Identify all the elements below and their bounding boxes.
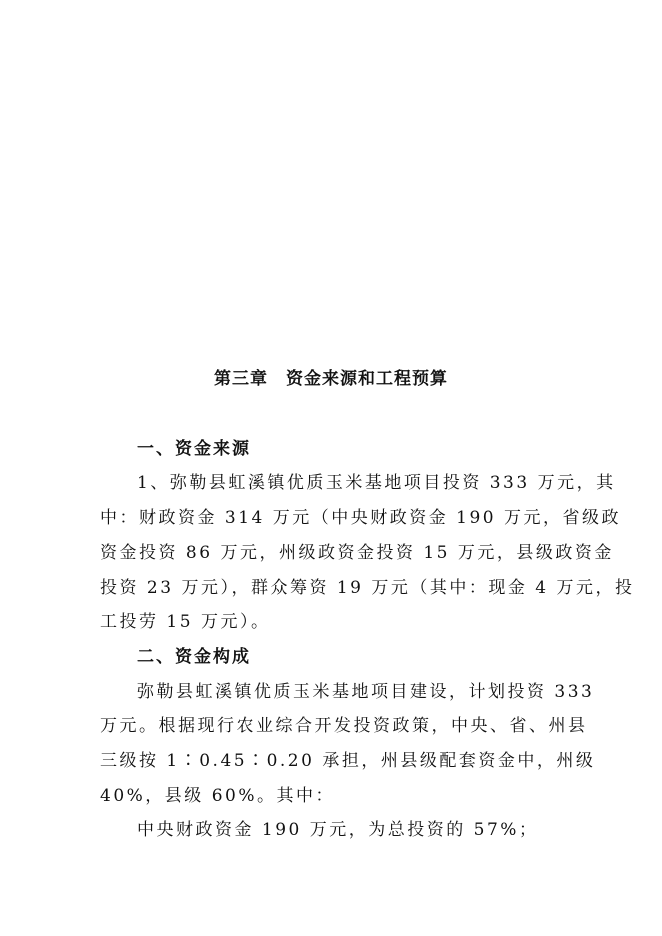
paragraph-line: 中：财政资金 314 万元（中央财政资金 190 万元，省级政 — [100, 508, 622, 528]
paragraph-line: 万元。根据现行农业综合开发投资政策，中央、省、州县 — [100, 716, 588, 736]
paragraph-line: 工投劳 15 万元）。 — [100, 612, 271, 632]
paragraph-line: 投资 23 万元），群众筹资 19 万元（其中：现金 4 万元，投 — [100, 578, 635, 598]
paragraph-line: 40%，县级 60%。其中： — [100, 786, 335, 806]
paragraph-line: 弥勒县虹溪镇优质玉米基地项目建设，计划投资 333 — [137, 682, 595, 702]
chapter-title: 第三章 资金来源和工程预算 — [214, 369, 448, 389]
paragraph-line: 中央财政资金 190 万元，为总投资的 57%； — [137, 820, 539, 840]
section-heading-funding-composition: 二、资金构成 — [137, 647, 251, 667]
paragraph-line: 三级按 1∶0.45∶0.20 承担，州县级配套资金中，州级 — [100, 751, 596, 771]
paragraph-line: 资金投资 86 万元，州级政资金投资 15 万元，县级政资金 — [100, 543, 614, 563]
section-heading-funding-source: 一、资金来源 — [137, 439, 251, 459]
paragraph-line: 1、弥勒县虹溪镇优质玉米基地项目投资 333 万元，其 — [137, 473, 616, 493]
